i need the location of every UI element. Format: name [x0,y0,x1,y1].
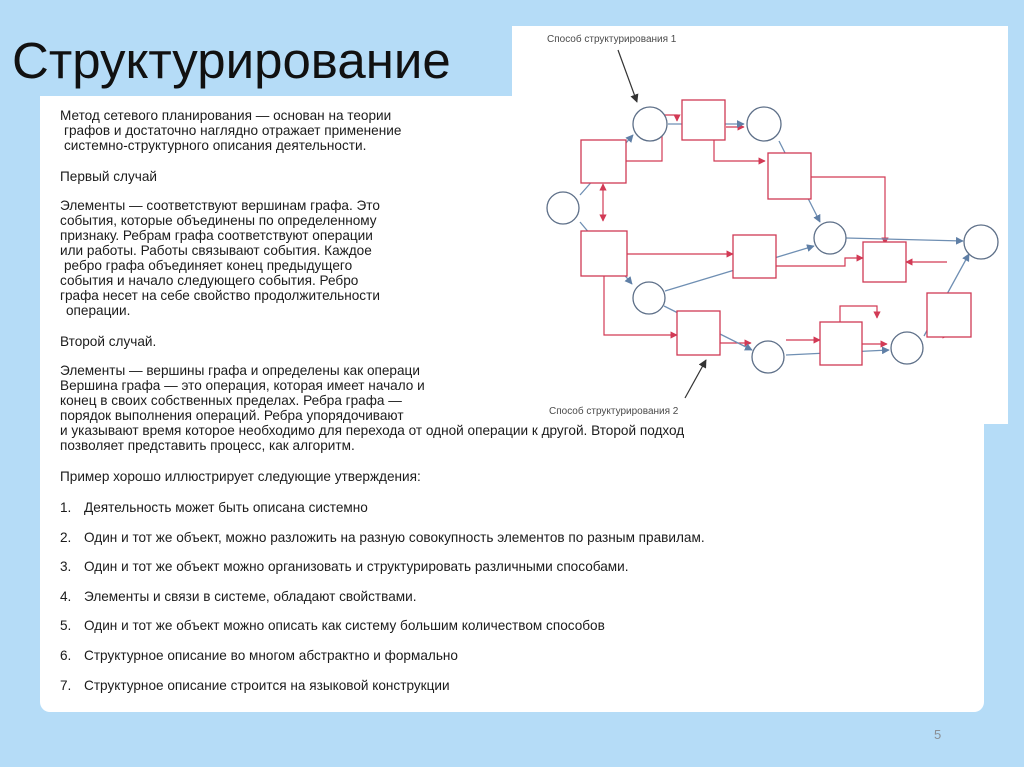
case2-line: Вершина графа — это операция, которая имеет начало и [60,378,425,393]
case1-line: графа несет на себе свойство продолжительности [60,288,380,303]
page-number: 5 [934,727,942,742]
list-item [60,530,940,545]
list-item [60,678,940,693]
case1-heading: Первый случай [60,169,158,184]
list-item [60,648,940,663]
list-item-text: Структурное описание строится на языковой конструкции [84,677,450,693]
list-item-number: 3. [60,559,72,575]
case2-line: порядок выполнения операций. Ребра упорядочивают [60,408,404,423]
case2-heading: Второй случай. [60,334,157,349]
case2-line: позволяет представить процесс, как алгоритм. [60,438,355,453]
case2-line: и указывают время которое необходимо для перехода от одной операции к другой. Второй подход [60,423,685,438]
case1-line: ребро графа объединяет конец предыдущего [64,258,353,273]
list-item-number: 1. [60,500,72,515]
case1-line: операции. [66,303,131,318]
list-item-number: 7. [60,677,72,693]
list-item [60,589,940,604]
intro-line: Метод сетевого планирования — основан на теории [60,108,392,123]
list-item [60,500,940,515]
case1-line: или работы. Работы связывают события. Каждое [60,243,372,258]
case2-line: Элементы — вершины графа и определены как операци [60,363,420,378]
list-item-text: Один и тот же объект, можно разложить на разную совокупность элементов по разным правилам. [84,529,705,545]
intro-line: графов и достаточно наглядно отражает применение [64,123,402,138]
list-item-number: 5. [60,618,72,634]
list-item [60,618,940,633]
list-item-text: Один и тот же объект можно описать как систему большим количеством способов [84,618,605,634]
list-item [60,559,940,574]
list-item-text: Один и тот же объект можно организовать и структурировать различными способами. [84,559,629,575]
list-item-text: Структурное описание во многом абстрактно и формально [84,647,458,663]
list-item-number: 6. [60,647,72,663]
event-node [964,225,998,259]
list-item-text: Элементы и связи в системе, обладают свойствами. [84,588,417,604]
slide-title: Структурирование [12,26,512,96]
example-intro: Пример хорошо иллюстрирует следующие утверждения: [60,469,421,484]
diagram-caption-bottom: Способ структурирования 2 [549,406,679,417]
case1-line: события и начало следующего события. Ребро [60,273,359,288]
slide-body [60,108,940,707]
statements-list [60,500,940,693]
case1-line: события, которые объединены по определенному [60,213,377,228]
diagram-caption-top: Способ структурирования 1 [547,34,677,45]
list-item-number: 4. [60,588,72,604]
caption-top-arrow [618,50,637,102]
case1-line: признаку. Ребрам графа соответствуют операции [60,228,373,243]
list-item-text: Деятельность может быть описана системно [84,500,368,515]
list-item-number: 2. [60,529,72,545]
case1-line: Элементы — соответствуют вершинам графа. Это [60,198,380,213]
case2-line: конец в своих собственных пределах. Ребра графа — [60,393,402,408]
intro-line: системно-структурного описания деятельности. [64,138,367,153]
